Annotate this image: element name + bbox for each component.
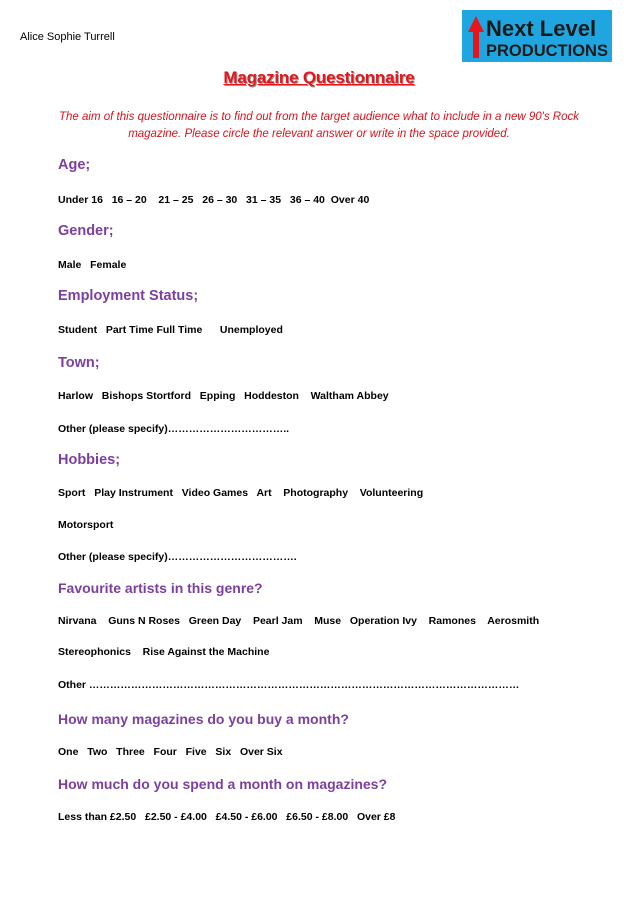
intro-text: The aim of this questionnaire is to find out from the target audience what to include in a new 90's Rock magazine. Please circle the relevant answer or write in the space provided.	[59, 111, 579, 140]
option-magazines[interactable]: Three	[116, 746, 145, 758]
option-magazines[interactable]: One	[58, 746, 79, 758]
option-artist[interactable]: Green Day	[188, 615, 242, 627]
option-age[interactable]: 16 – 20	[111, 194, 147, 206]
logo-graphic	[462, 10, 612, 62]
heading-magazines: How many magazines do you buy a month?	[58, 711, 349, 727]
option-artist[interactable]: Pearl Jam	[252, 615, 303, 627]
option-artist[interactable]: Stereophonics	[58, 646, 131, 658]
hobbies-other-field[interactable]: Other (please specify)……………………………….	[58, 551, 297, 563]
options-age	[58, 194, 369, 206]
options-artists	[58, 615, 539, 627]
option-age[interactable]: Under 16	[58, 194, 103, 206]
logo-text-line1: Next Level	[486, 16, 597, 41]
options-spend	[58, 811, 395, 823]
option-spend[interactable]: £4.50 - £6.00	[215, 811, 278, 823]
heading-artists: Favourite artists in this genre?	[58, 580, 263, 596]
option-hobby[interactable]: Sport	[58, 487, 86, 499]
option-spend[interactable]: £6.50 - £8.00	[286, 811, 349, 823]
option-magazines[interactable]: Five	[185, 746, 207, 758]
option-town[interactable]: Waltham Abbey	[310, 390, 389, 402]
option-employment[interactable]: Student	[58, 324, 98, 336]
option-artist[interactable]: Aerosmith	[487, 615, 540, 627]
option-employment[interactable]: Unemployed	[219, 324, 283, 336]
options-hobbies-2	[58, 519, 113, 531]
option-hobby[interactable]: Photography	[283, 487, 349, 499]
option-artist[interactable]: Muse	[314, 615, 342, 627]
author-name: Alice Sophie Turrell	[20, 31, 115, 43]
option-artist[interactable]: Nirvana	[58, 615, 97, 627]
options-town	[58, 390, 389, 402]
option-employment[interactable]: Full Time	[156, 324, 203, 336]
options-employment	[58, 324, 283, 336]
option-town[interactable]: Harlow	[58, 390, 94, 402]
option-age[interactable]: 26 – 30	[202, 194, 238, 206]
next-level-productions-logo	[462, 10, 612, 62]
option-age[interactable]: 21 – 25	[158, 194, 194, 206]
option-spend[interactable]: Over £8	[356, 811, 396, 823]
page-title: Magazine Questionnaire	[223, 68, 415, 87]
option-hobby[interactable]: Video Games	[181, 487, 249, 499]
option-age[interactable]: Over 40	[330, 194, 370, 206]
heading-town: Town;	[58, 355, 100, 371]
artists-other-field[interactable]: Other ……………………………………………………………………………………………………………	[58, 679, 520, 691]
option-town[interactable]: Epping	[199, 390, 236, 402]
options-magazines	[58, 746, 283, 758]
option-hobby[interactable]: Art	[256, 487, 272, 499]
option-artist[interactable]: Guns N Roses	[108, 615, 180, 627]
option-hobby[interactable]: Play Instrument	[94, 487, 173, 499]
option-gender[interactable]: Female	[90, 259, 127, 271]
option-employment[interactable]: Part Time	[105, 324, 154, 336]
options-hobbies	[58, 487, 423, 499]
option-magazines[interactable]: Over Six	[239, 746, 283, 758]
options-gender	[58, 259, 126, 271]
heading-employment: Employment Status;	[58, 288, 199, 304]
town-other-field[interactable]: Other (please specify)……………………………..	[58, 423, 290, 435]
option-age[interactable]: 31 – 35	[246, 194, 282, 206]
option-artist[interactable]: Ramones	[428, 615, 476, 627]
option-gender[interactable]: Male	[58, 259, 82, 271]
option-spend[interactable]: £2.50 - £4.00	[144, 811, 207, 823]
heading-gender: Gender;	[58, 223, 114, 239]
option-town[interactable]: Hoddeston	[244, 390, 299, 402]
option-age[interactable]: 36 – 40	[289, 194, 325, 206]
heading-hobbies: Hobbies;	[58, 452, 121, 468]
heading-age: Age;	[58, 157, 91, 173]
option-artist[interactable]: Rise Against the Machine	[142, 646, 270, 658]
option-magazines[interactable]: Two	[87, 746, 108, 758]
heading-spend: How much do you spend a month on magazines?	[58, 776, 388, 792]
option-magazines[interactable]: Four	[153, 746, 177, 758]
option-hobby[interactable]: Volunteering	[359, 487, 424, 499]
option-magazines[interactable]: Six	[215, 746, 232, 758]
options-artists-2	[58, 646, 269, 658]
option-hobby[interactable]: Motorsport	[58, 519, 114, 531]
logo-text-line2: PRODUCTIONS	[486, 41, 608, 60]
option-town[interactable]: Bishops Stortford	[101, 390, 192, 402]
option-spend[interactable]: Less than £2.50	[58, 811, 137, 823]
option-artist[interactable]: Operation Ivy	[349, 615, 417, 627]
